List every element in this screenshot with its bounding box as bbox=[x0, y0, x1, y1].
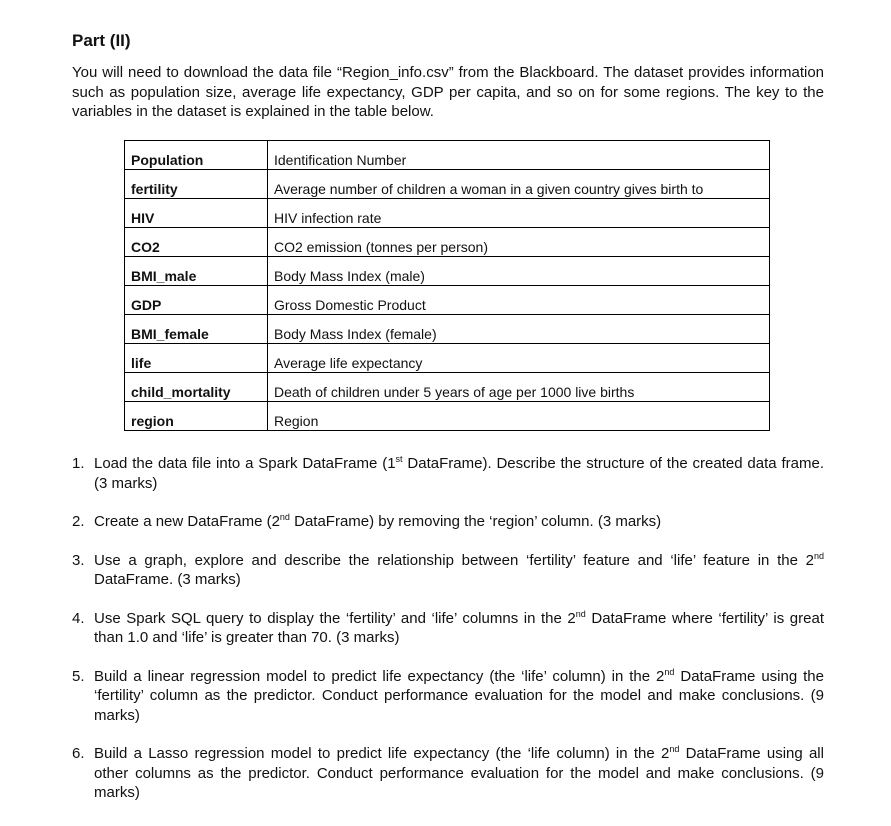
variable-name: BMI_female bbox=[125, 315, 268, 344]
question-text: Load the data file into a Spark DataFrame (1st DataFrame). Describe the structure of the created data frame. (3 marks) bbox=[94, 454, 824, 492]
variable-key-table bbox=[124, 140, 770, 431]
intro-paragraph: You will need to download the data file “Region_info.csv” from the Blackboard. The dataset provides information such as population size, average life expectancy, GDP per capita, and so on for some regions. The key to the variables in the dataset is explained in the table below. bbox=[72, 64, 824, 120]
variable-description: CO2 emission (tonnes per person) bbox=[268, 228, 770, 257]
question-text: Use a graph, explore and describe the relationship between ‘fertility’ feature and ‘life’ feature in the 2nd DataFrame. (3 marks) bbox=[94, 550, 824, 588]
variable-description: Body Mass Index (male) bbox=[268, 257, 770, 286]
variable-description: HIV infection rate bbox=[268, 199, 770, 228]
variable-name: BMI_male bbox=[125, 257, 268, 286]
question-text: Create a new DataFrame (2nd DataFrame) by removing the ‘region’ column. (3 marks) bbox=[94, 512, 662, 530]
variable-description: Region bbox=[268, 402, 770, 431]
question-number: 3. bbox=[72, 551, 85, 569]
ordinal-suffix: nd bbox=[813, 550, 824, 561]
table-row bbox=[125, 344, 770, 373]
variable-name: child_mortality bbox=[125, 373, 268, 402]
variable-name: region bbox=[125, 402, 268, 431]
variable-name: fertility bbox=[125, 170, 268, 199]
question-number: 6. bbox=[72, 745, 85, 762]
ordinal-suffix: st bbox=[395, 454, 403, 464]
variable-name: HIV bbox=[125, 199, 268, 228]
variable-name: GDP bbox=[125, 286, 268, 315]
question-list bbox=[72, 454, 824, 822]
document-page bbox=[72, 30, 824, 801]
table-row bbox=[125, 286, 770, 315]
question-number: 5. bbox=[72, 667, 85, 685]
variable-name: life bbox=[125, 344, 268, 373]
question-number: 1. bbox=[72, 455, 85, 472]
list-item bbox=[72, 551, 824, 590]
ordinal-suffix: nd bbox=[279, 512, 290, 522]
ordinal-suffix: nd bbox=[575, 608, 586, 619]
table-row bbox=[125, 141, 770, 170]
variable-description: Body Mass Index (female) bbox=[268, 315, 770, 344]
table-row bbox=[125, 170, 770, 199]
part-title: Part (II) bbox=[72, 31, 131, 50]
variable-description: Identification Number bbox=[268, 141, 770, 170]
variable-name: Population bbox=[125, 141, 268, 170]
ordinal-suffix: nd bbox=[669, 744, 680, 754]
table-row bbox=[125, 315, 770, 344]
list-item bbox=[72, 744, 824, 803]
list-item bbox=[72, 667, 824, 726]
question-text: Build a linear regression model to predict life expectancy (the ‘life’ column) in the 2nd DataFrame using the ‘fertility’ column as the predictor. Conduct performance evaluation for the model and make conclusions. (9 marks) bbox=[94, 666, 824, 724]
question-text: Use Spark SQL query to display the ‘fertility’ and ‘life’ columns in the 2nd DataFrame where ‘fertility’ is great than 1.0 and ‘life’ is greater than 70. (3 marks) bbox=[94, 608, 824, 646]
ordinal-suffix: nd bbox=[664, 666, 675, 677]
table-row bbox=[125, 199, 770, 228]
question-number: 4. bbox=[72, 609, 85, 627]
variable-description: Gross Domestic Product bbox=[268, 286, 770, 315]
variable-description: Average life expectancy bbox=[268, 344, 770, 373]
list-item bbox=[72, 454, 824, 493]
list-item bbox=[72, 512, 824, 532]
table-row bbox=[125, 257, 770, 286]
list-item bbox=[72, 609, 824, 648]
variable-description: Death of children under 5 years of age per 1000 live births bbox=[268, 373, 770, 402]
question-number: 2. bbox=[72, 513, 85, 530]
table-row bbox=[125, 228, 770, 257]
table-row bbox=[125, 402, 770, 431]
variable-description: Average number of children a woman in a given country gives birth to bbox=[268, 170, 770, 199]
question-text: Build a Lasso regression model to predict life expectancy (the ‘life column) in the 2nd DataFrame using all other columns as the predictor. Conduct performance evaluation for the model and make conclusions. (9 marks) bbox=[94, 744, 824, 801]
table-row bbox=[125, 373, 770, 402]
variable-name: CO2 bbox=[125, 228, 268, 257]
